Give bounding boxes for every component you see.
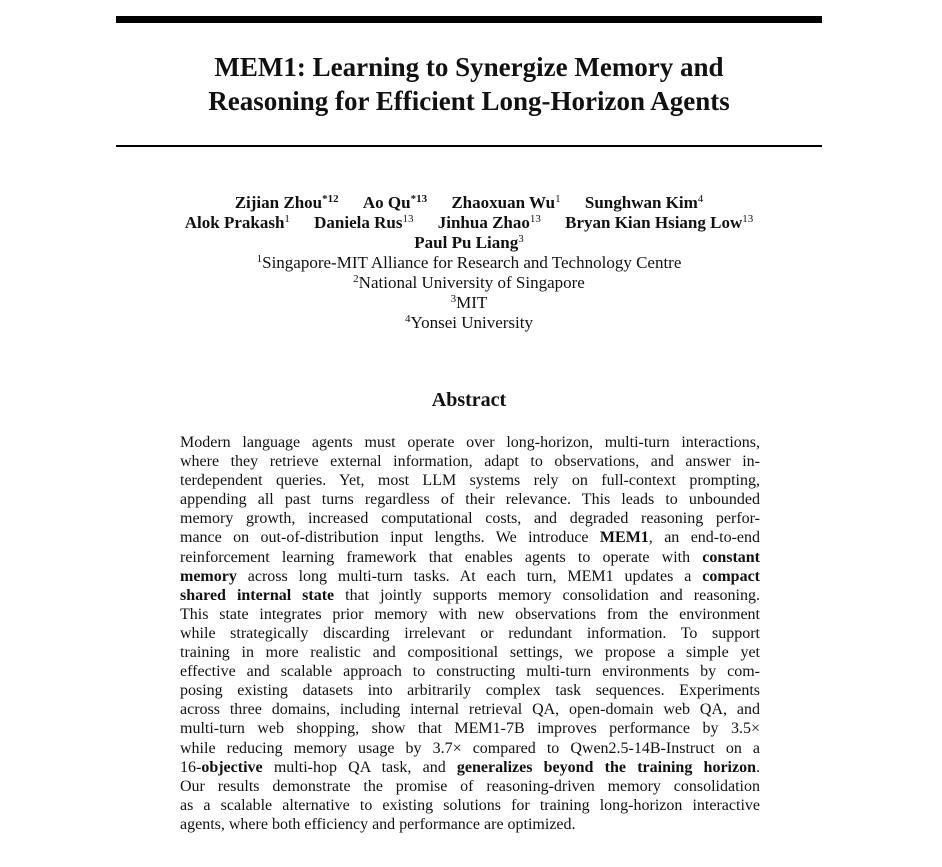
abstract-run: 16- (180, 758, 202, 776)
abstract-line (180, 528, 760, 547)
abstract-line (180, 452, 760, 471)
author: Ao Qu$^{*13}$ (362, 193, 428, 212)
author-line (116, 193, 822, 213)
abstract-line (180, 490, 760, 509)
abstract-emphasis: MEM1 (599, 529, 649, 547)
abstract-emphasis: compact (702, 567, 760, 585)
author-block (116, 193, 822, 333)
abstract-line (180, 700, 760, 719)
abstract-run: . (756, 758, 760, 776)
abstract-line (180, 586, 760, 605)
affiliation: $^1$Singapore-MIT Alliance for Research and Technology Centre (256, 253, 682, 272)
abstract-emphasis: constant (702, 548, 760, 566)
abstract-emphasis: generalizes beyond the training horizon (456, 758, 756, 776)
abstract-heading: Abstract (431, 389, 507, 411)
abstract-run: training in more realistic and compositional settings, we propose a simple yet (180, 644, 760, 662)
abstract-emphasis: objective (201, 758, 263, 776)
abstract-line (180, 739, 760, 758)
abstract-line (180, 509, 760, 528)
abstract-line (180, 433, 760, 452)
abstract-run: Modern language agents must operate over long-horizon, multi-turn interactions, (180, 434, 760, 451)
title-rule (116, 145, 822, 147)
abstract-line (180, 643, 760, 662)
abstract-run: across three domains, including internal retrieval QA, open-domain web QA, and (180, 701, 760, 719)
top-rule (116, 16, 822, 23)
title-line: MEM1: Learning to Synergize Memory and (214, 52, 724, 82)
abstract-run: posing existing datasets into arbitrarily complex task sequences. Experiments (180, 682, 760, 700)
author: Zijian Zhou$^{*12}$ (234, 193, 339, 212)
author: Jinhua Zhao$^{13}$ (437, 213, 541, 232)
abstract-run: terdependent queries. Yet, most LLM systems rely on full-context prompting, (180, 472, 760, 490)
abstract-line (180, 548, 760, 567)
abstract-line (180, 567, 760, 586)
abstract-line (180, 624, 760, 643)
author: Alok Prakash$^1$ (184, 213, 290, 232)
abstract-run: memory growth, increased computational costs, and degraded reasoning perfor- (180, 510, 760, 528)
abstract-line (180, 796, 760, 815)
abstract-run: multi-turn web shopping, show that MEM1-7B improves performance by 3.5× (180, 720, 760, 738)
author-line (116, 213, 822, 233)
abstract-text (180, 433, 760, 834)
title-line: Reasoning for Efficient Long-Horizon Agents (208, 86, 730, 116)
affiliation: $^3$MIT (450, 293, 488, 312)
abstract-line (180, 758, 760, 777)
abstract-line (180, 605, 760, 624)
abstract-emphasis: shared internal state (180, 586, 335, 604)
author: Sunghwan Kim$^4$ (584, 193, 704, 212)
abstract-run: mance on out-of-distribution input lengths. We introduce (180, 529, 600, 547)
abstract-run: Our results demonstrate the promise of reasoning-driven memory consolidation (180, 777, 760, 795)
abstract-run: that jointly supports memory consolidation and reasoning. (334, 586, 761, 604)
abstract-emphasis: memory (180, 567, 237, 585)
abstract-run: , an end-to-end (648, 529, 761, 547)
abstract-line (180, 777, 760, 796)
affiliation: $^4$Yonsei University (405, 313, 533, 332)
abstract-run: while reducing memory usage by 3.7× compared to Qwen2.5-14B-Instruct on a (180, 739, 760, 757)
abstract-run: effective and scalable approach to constructing multi-turn environments by com- (180, 663, 760, 681)
author: Zhaoxuan Wu$^1$ (451, 193, 561, 212)
author: Bryan Kian Hsiang Low$^{13}$ (565, 213, 754, 232)
abstract-run: as a scalable alternative to existing solutions for training long-horizon interactive (180, 796, 760, 814)
abstract-line (180, 471, 760, 490)
affiliation: $^2$National University of Singapore (353, 273, 585, 292)
abstract-run: appending all past turns regardless of their relevance. This leads to unbounded (180, 491, 760, 509)
abstract-line (180, 815, 760, 834)
author: Paul Pu Liang$^3$ (414, 233, 524, 252)
author: Daniela Rus$^{13}$ (314, 213, 414, 232)
abstract-run: reinforcement learning framework that enables agents to operate with (180, 548, 703, 566)
abstract-run: across long multi-turn tasks. At each turn, MEM1 updates a (236, 567, 703, 585)
abstract-run: This state integrates prior memory with new observations from the environment (180, 605, 760, 623)
abstract-run: agents, where both efficiency and performance are optimized. (180, 815, 576, 833)
abstract-run: where they retrieve external information, adapt to observations, and answer in- (180, 453, 760, 471)
abstract-run: multi-hop QA task, and (262, 758, 457, 776)
paper-title (116, 50, 822, 118)
abstract-line (180, 681, 760, 700)
author-line (116, 233, 822, 253)
abstract-line (180, 719, 760, 738)
abstract-run: while strategically discarding irrelevant or redundant information. To support (180, 624, 760, 642)
abstract-line (180, 662, 760, 681)
